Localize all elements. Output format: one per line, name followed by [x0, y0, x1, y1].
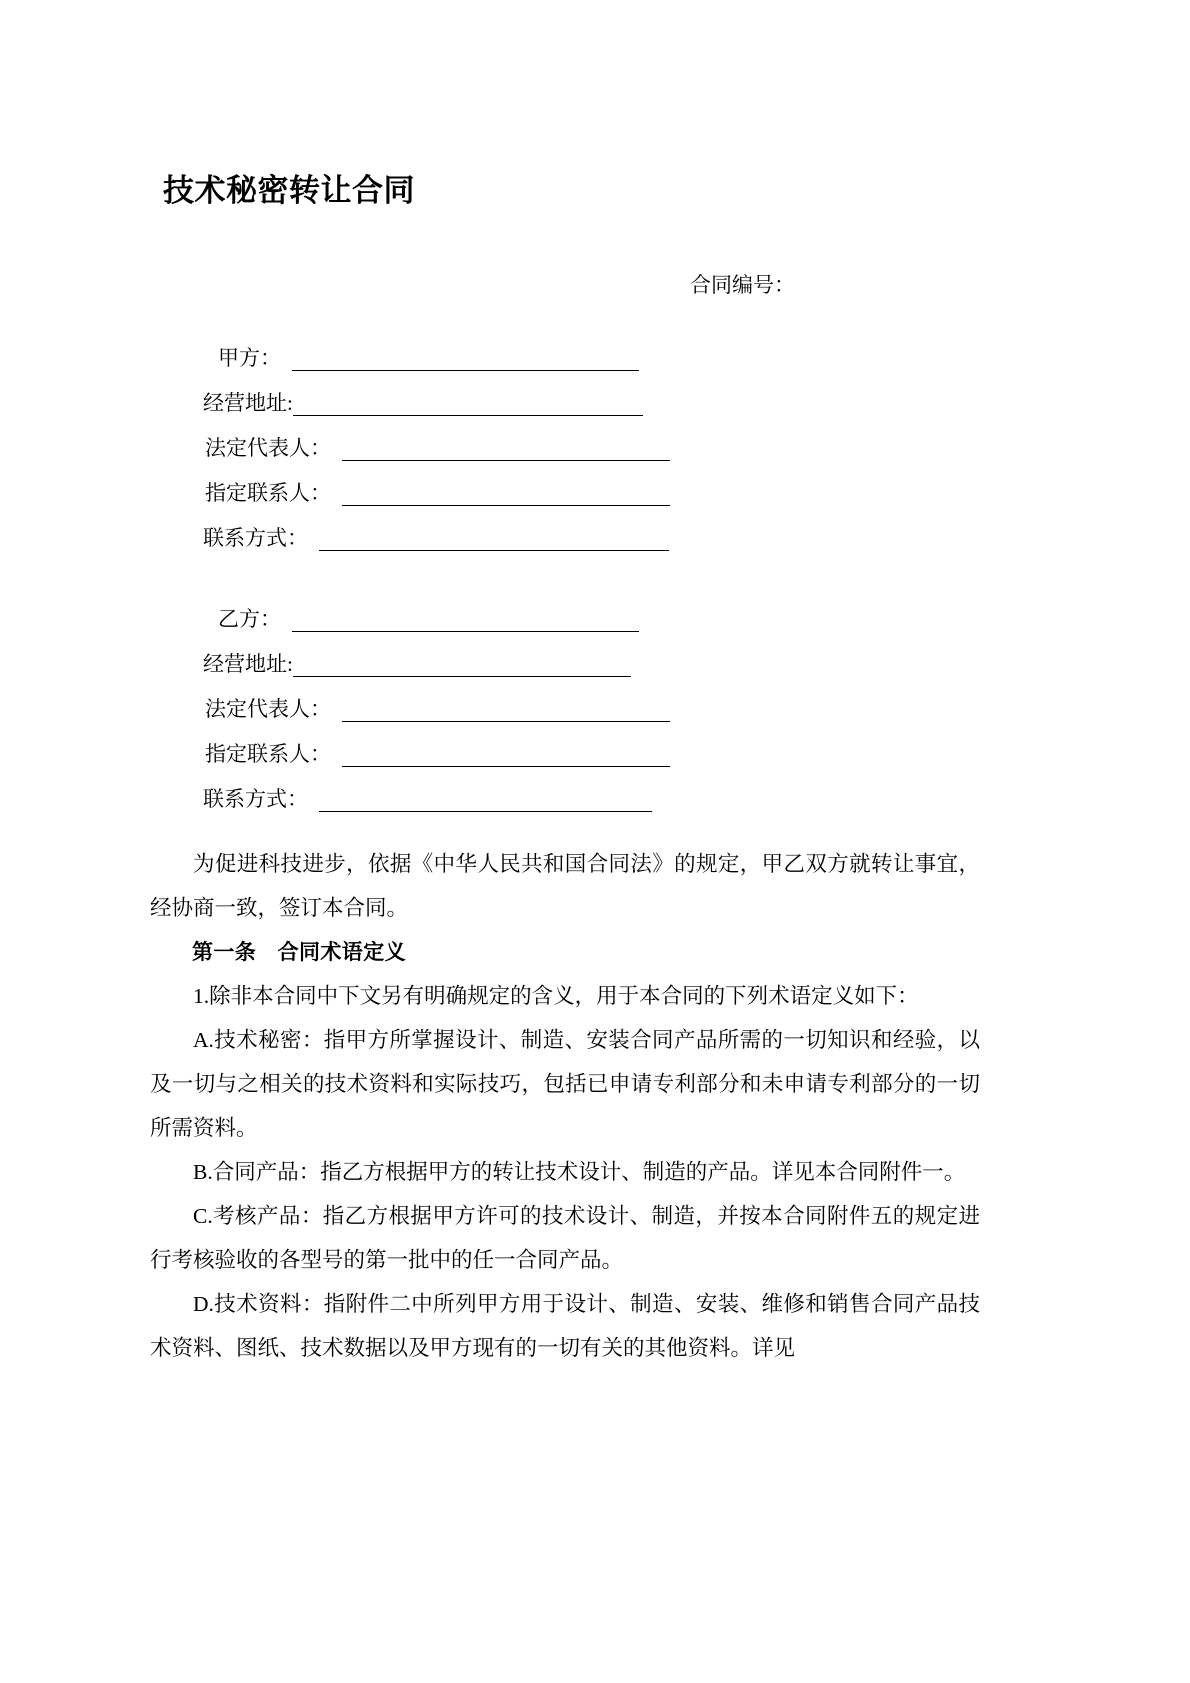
definition-item-b: B.合同产品：指乙方根据甲方的转让技术设计、制造的产品。详见本合同附件一。 — [193, 1160, 966, 1185]
field-label-party-a-contact-method: 联系方式： — [203, 526, 308, 551]
field-label-party-a-contact-person: 指定联系人： — [205, 481, 331, 506]
field-input-party-a-address[interactable] — [293, 390, 643, 416]
contract-number-label: 合同编号： — [690, 273, 795, 298]
clause-one-heading: 第一条 合同术语定义 — [192, 940, 406, 965]
field-input-party-a-legal-rep[interactable] — [342, 435, 670, 461]
field-row-party-a-address — [150, 371, 980, 416]
page-title: 技术秘密转让合同 — [163, 173, 415, 209]
definition-item-d: D.技术资料：指附件二中所列甲方用于设计、制造、安装、维修和销售合同产品技术资料、图纸、技术数据以及甲方现有的一切有关的其他资料。详见 — [150, 1292, 980, 1361]
field-row-party-b-address — [150, 632, 980, 677]
preamble-paragraph: 为促进科技进步，依据《中华人民共和国合同法》的规定，甲乙双方就转让事宜，经协商一致，签订本合同。 — [150, 852, 980, 921]
field-label-party-b-contact-person: 指定联系人： — [205, 742, 331, 767]
field-input-party-b-legal-rep[interactable] — [342, 696, 670, 722]
field-input-party-b-contact-method[interactable] — [319, 786, 652, 812]
field-row-party-a-name — [150, 326, 980, 371]
field-label-party-b-address: 经营地址: — [203, 652, 293, 677]
field-input-party-b-name[interactable] — [292, 606, 639, 632]
definition-item-a: A.技术秘密：指甲方所掌握设计、制造、安装合同产品所需的一切知识和经验，以及一切与之相关的技术资料和实际技巧，包括已申请专利部分和未申请专利部分的一切所需资料。 — [150, 1028, 980, 1141]
field-label-party-b-legal-rep: 法定代表人： — [205, 697, 331, 722]
field-input-party-a-name[interactable] — [292, 345, 639, 371]
field-row-party-a-contact-method — [150, 506, 980, 551]
field-row-party-b-contact-method — [150, 767, 980, 812]
field-row-party-b-legal-rep — [150, 677, 980, 722]
field-input-party-a-contact-person[interactable] — [342, 480, 670, 506]
field-row-party-b-name — [150, 587, 980, 632]
field-input-party-b-contact-person[interactable] — [342, 741, 670, 767]
document-content — [150, 0, 980, 1370]
field-label-party-b-name: 乙方： — [218, 607, 281, 632]
field-input-party-a-contact-method[interactable] — [319, 525, 669, 551]
field-row-party-a-contact-person — [150, 461, 980, 506]
field-label-party-a-legal-rep: 法定代表人： — [205, 436, 331, 461]
contract-number-row — [150, 272, 980, 299]
party-a-block — [150, 326, 980, 551]
field-row-party-b-contact-person — [150, 722, 980, 767]
party-b-block — [150, 587, 980, 812]
field-input-party-b-address[interactable] — [293, 651, 631, 677]
clause-one-intro: 1.除非本合同中下文另有明确规定的含义，用于本合同的下列术语定义如下： — [193, 984, 919, 1009]
field-label-party-a-name: 甲方： — [218, 346, 281, 371]
field-label-party-a-address: 经营地址: — [203, 391, 293, 416]
definition-item-c: C.考核产品：指乙方根据甲方许可的技术设计、制造，并按本合同附件五的规定进行考核验收的各型号的第一批中的任一合同产品。 — [150, 1204, 980, 1273]
field-label-party-b-contact-method: 联系方式： — [203, 787, 308, 812]
field-row-party-a-legal-rep — [150, 416, 980, 461]
